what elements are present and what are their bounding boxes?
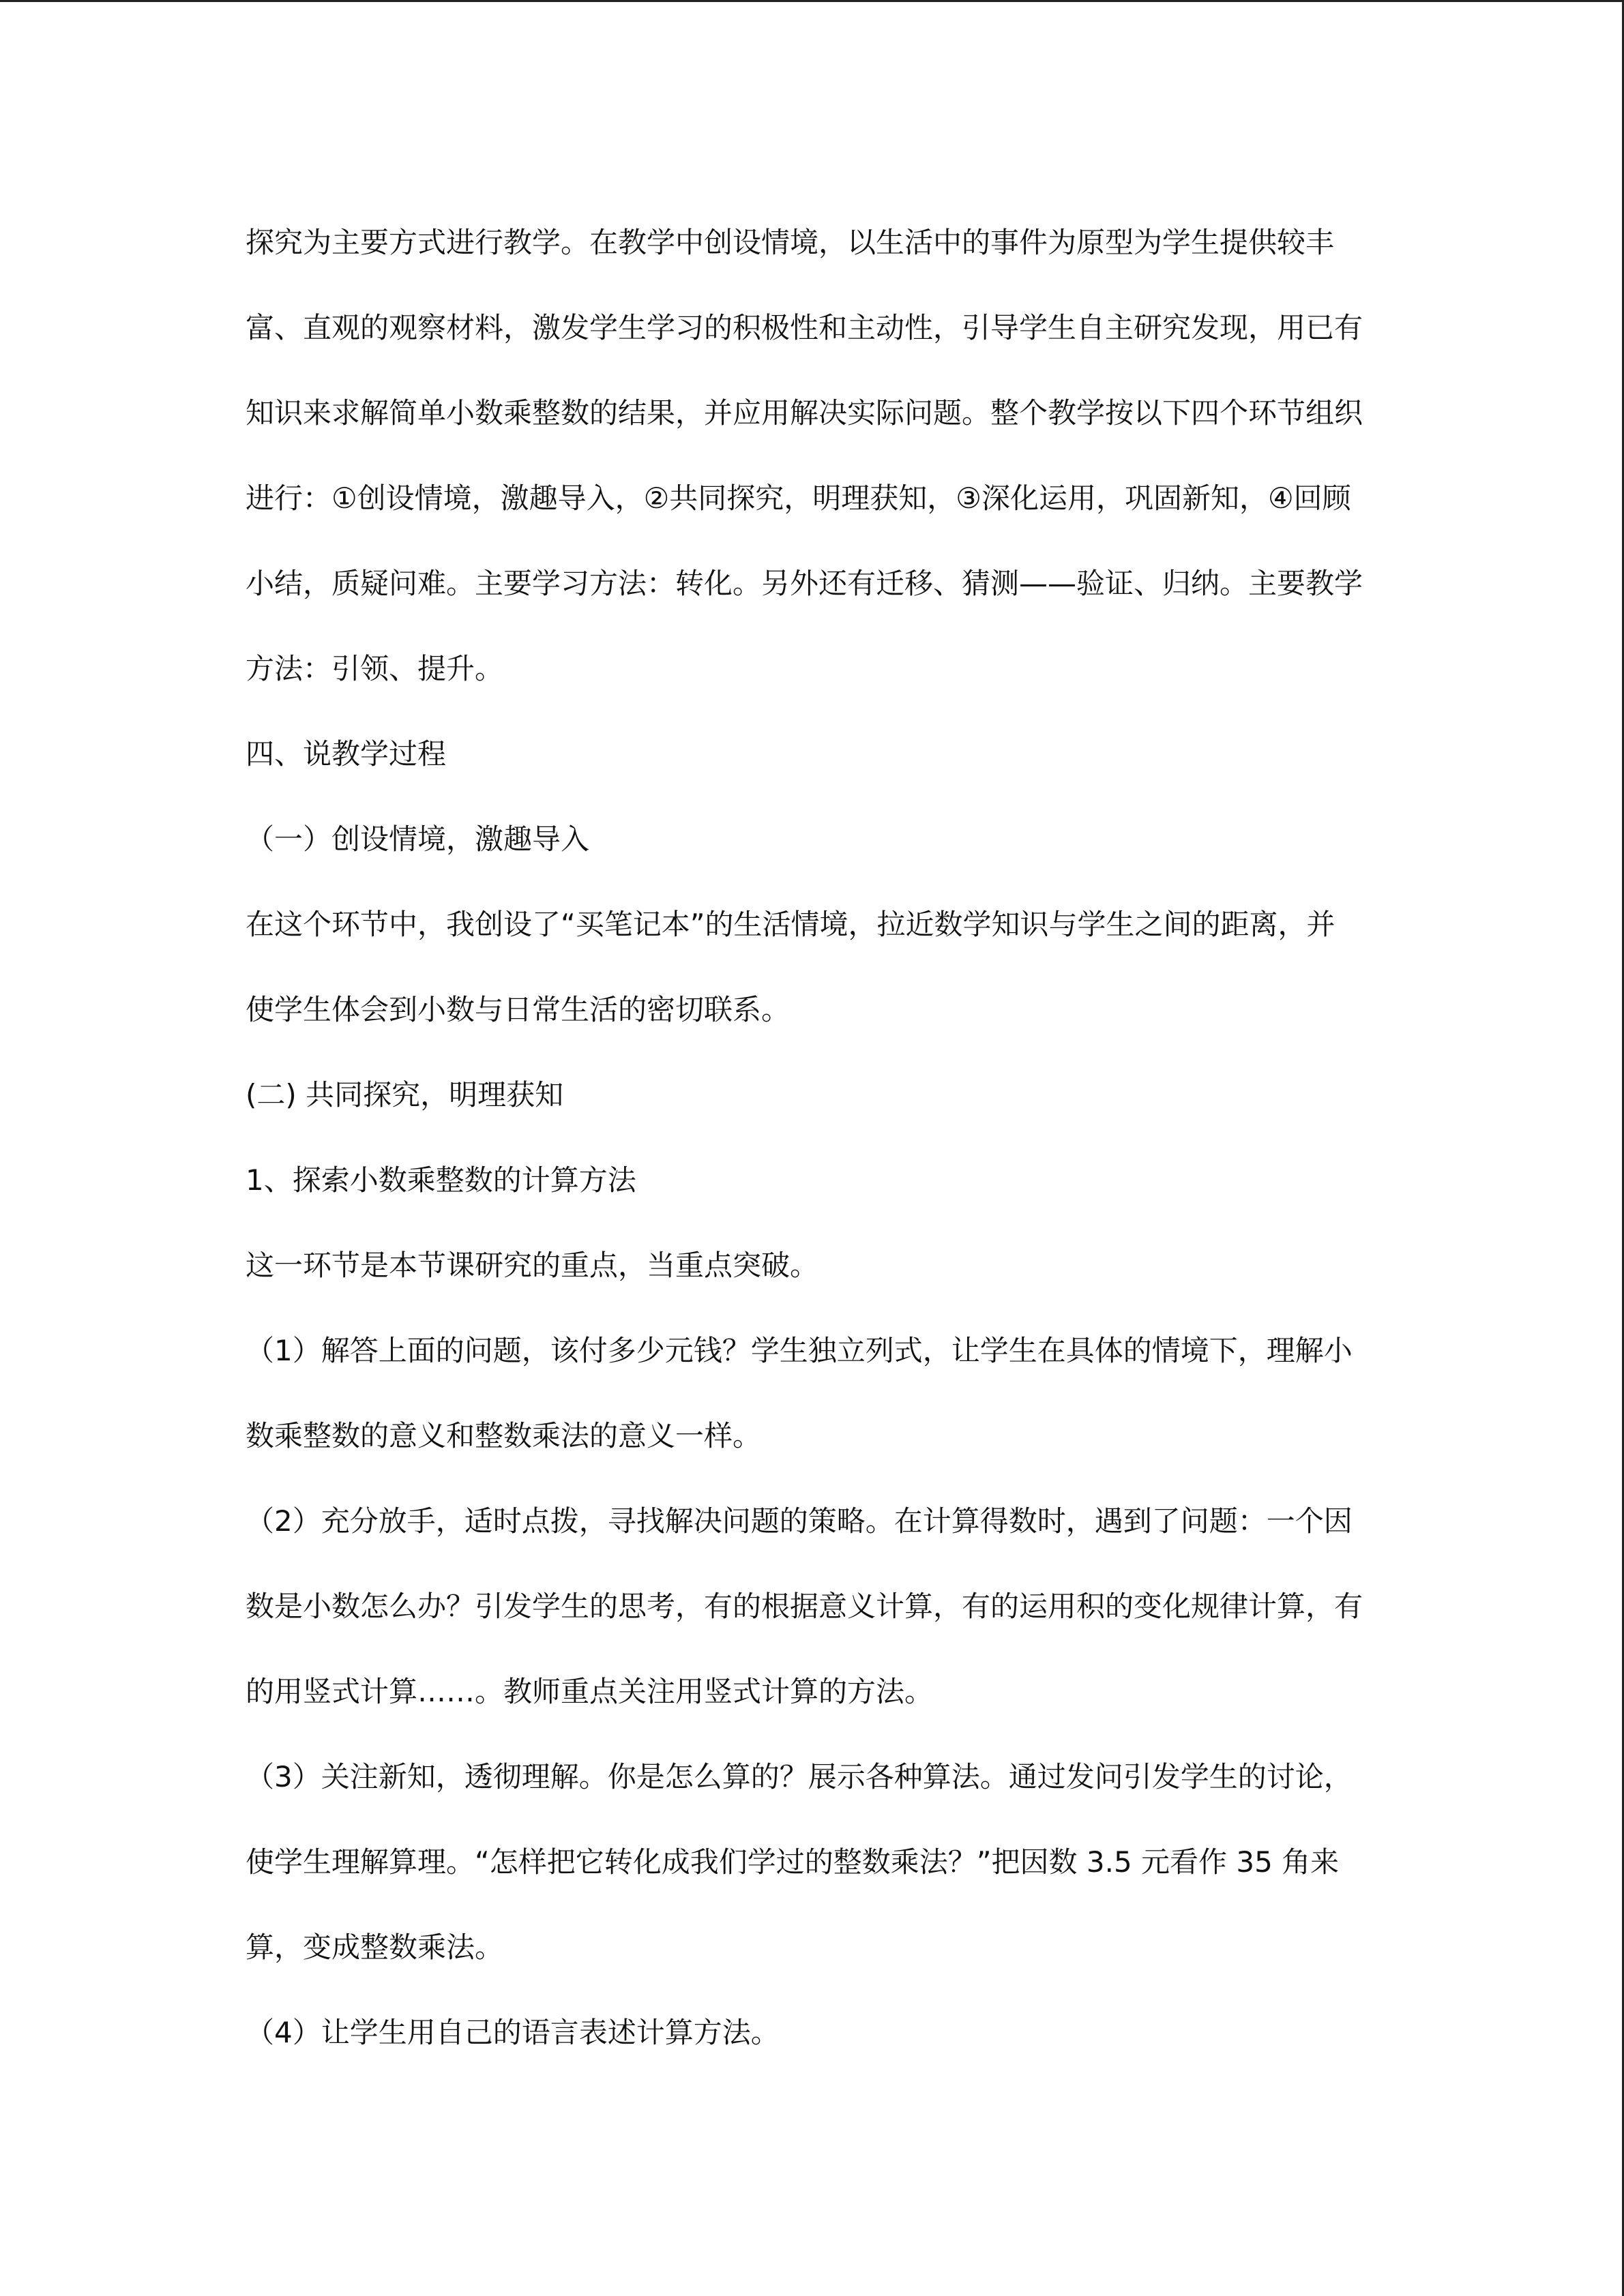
list-item-line: （2）充分放手，适时点拨，寻找解决问题的策略。在计算得数时，遇到了问题：一个因 [246, 1504, 1353, 1538]
numbered-heading: 1、探索小数乘整数的计算方法 [246, 1163, 636, 1197]
subsection-heading: (二) 共同探究，明理获知 [246, 1078, 564, 1112]
list-item-line: 的用竖式计算……。教师重点关注用竖式计算的方法。 [246, 1675, 934, 1708]
subsection-heading: （一）创设情境，激趣导入 [246, 822, 590, 856]
list-item-line: 算，变成整数乘法。 [246, 1930, 504, 1964]
list-item-line: （3）关注新知，透彻理解。你是怎么算的？展示各种算法。通过发问引发学生的讨论， [246, 1760, 1353, 1793]
body-paragraph-line: 知识来求解简单小数乘整数的结果，并应用解决实际问题。整个教学按以下四个环节组织 [246, 396, 1363, 430]
body-paragraph-line: 方法：引领、提升。 [246, 652, 504, 685]
list-item-line: （4）让学生用自己的语言表述计算方法。 [246, 2016, 780, 2049]
body-paragraph-line: 进行：①创设情境，激趣导入，②共同探究，明理获知，③深化运用，巩固新知，④回顾 [246, 481, 1351, 515]
list-item-line: 数乘整数的意义和整数乘法的意义一样。 [246, 1419, 762, 1452]
list-item-line: 数是小数怎么办？引发学生的思考，有的根据意义计算，有的运用积的变化规律计算，有 [246, 1590, 1363, 1623]
list-item-line: 使学生理解算理。“怎样把它转化成我们学过的整数乘法？”把因数 3.5 元看作 35 角来 [246, 1845, 1340, 1879]
body-paragraph-line: 使学生体会到小数与日常生活的密切联系。 [246, 993, 791, 1026]
body-paragraph-line: 这一环节是本节课研究的重点，当重点突破。 [246, 1249, 819, 1282]
list-item-line: （1）解答上面的问题，该付多少元钱？学生独立列式，让学生在具体的情境下，理解小 [246, 1334, 1353, 1367]
body-paragraph-line: 在这个环节中，我创设了“买笔记本”的生活情境，拉近数学知识与学生之间的距离，并 [246, 908, 1335, 941]
body-paragraph-line: 富、直观的观察材料，激发学生学习的积极性和主动性，引导学生自主研究发现，用已有 [246, 311, 1363, 344]
document-body [246, 218, 1378, 2093]
body-paragraph-line: 小结，质疑问难。主要学习方法：转化。另外还有迁移、猜测——验证、归纳。主要教学 [246, 567, 1363, 600]
page-border-top [0, 0, 1624, 2]
section-heading: 四、说教学过程 [246, 737, 447, 771]
body-paragraph-line: 探究为主要方式进行教学。在教学中创设情境，以生活中的事件为原型为学生提供较丰 [246, 226, 1335, 259]
